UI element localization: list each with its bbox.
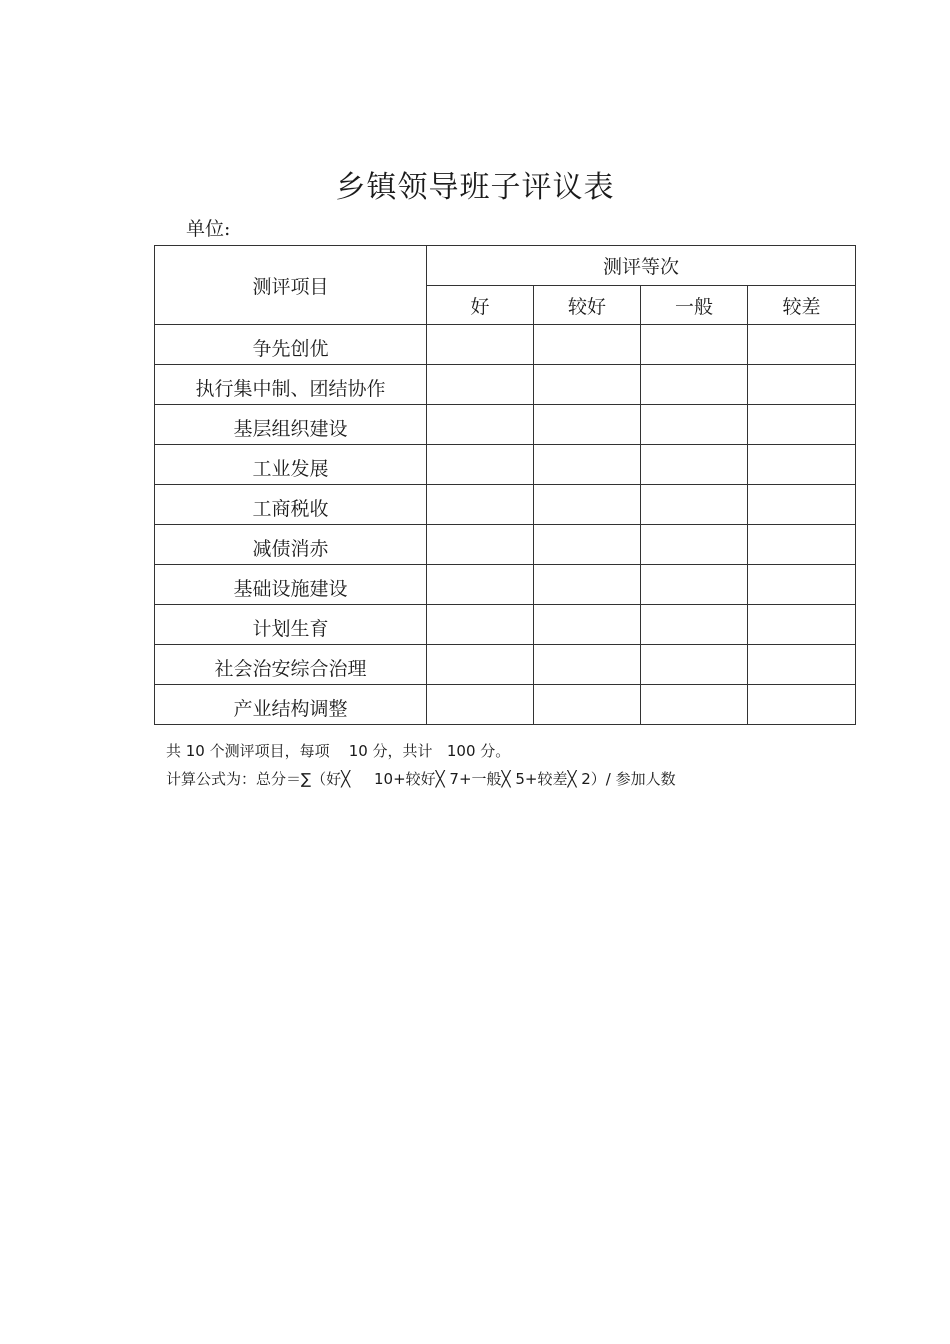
grade-cell[interactable] — [534, 525, 641, 565]
table-row — [155, 445, 856, 485]
grade-cell[interactable] — [534, 365, 641, 405]
table-row — [155, 405, 856, 445]
grade-cell[interactable] — [641, 685, 748, 725]
item-label: 产业结构调整 — [155, 685, 427, 725]
table-row — [155, 645, 856, 685]
item-label: 执行集中制、团结协作 — [155, 365, 427, 405]
grade-cell[interactable] — [534, 405, 641, 445]
grade-cell[interactable] — [641, 445, 748, 485]
scoring-note: 共 10 个测评项目，每项 10 分，共计 100 分。 — [166, 742, 511, 760]
unit-label: 单位: — [186, 218, 231, 240]
grade-cell[interactable] — [534, 445, 641, 485]
grade-cell[interactable] — [534, 485, 641, 525]
item-label: 争先创优 — [155, 325, 427, 365]
grade-cell[interactable] — [748, 645, 856, 685]
grade-cell[interactable] — [641, 605, 748, 645]
grade-cell[interactable] — [427, 685, 534, 725]
grade-cell[interactable] — [427, 605, 534, 645]
grade-cell[interactable] — [427, 525, 534, 565]
item-label: 基础设施建设 — [155, 565, 427, 605]
item-label: 基层组织建设 — [155, 405, 427, 445]
table-row — [155, 685, 856, 725]
grade-cell[interactable] — [641, 325, 748, 365]
grade-cell[interactable] — [534, 325, 641, 365]
grade-good: 好 — [427, 286, 534, 325]
item-label: 社会治安综合治理 — [155, 645, 427, 685]
grade-cell[interactable] — [641, 565, 748, 605]
grade-cell[interactable] — [534, 685, 641, 725]
item-label: 工业发展 — [155, 445, 427, 485]
document-title: 乡镇领导班子评议表 — [335, 170, 615, 205]
grade-cell[interactable] — [748, 405, 856, 445]
item-label: 计划生育 — [155, 605, 427, 645]
grade-cell[interactable] — [748, 565, 856, 605]
item-header: 测评项目 — [155, 246, 427, 325]
grade-poor: 较差 — [748, 286, 856, 325]
table-row — [155, 605, 856, 645]
table-row — [155, 565, 856, 605]
item-label: 减债消赤 — [155, 525, 427, 565]
grade-cell[interactable] — [427, 365, 534, 405]
grade-average: 一般 — [641, 286, 748, 325]
grade-cell[interactable] — [427, 445, 534, 485]
item-label: 工商税收 — [155, 485, 427, 525]
grade-cell[interactable] — [534, 565, 641, 605]
grade-cell[interactable] — [748, 605, 856, 645]
evaluation-table — [154, 245, 856, 725]
grade-cell[interactable] — [748, 365, 856, 405]
grade-cell[interactable] — [534, 605, 641, 645]
grade-cell[interactable] — [641, 645, 748, 685]
grade-header: 测评等次 — [427, 246, 856, 286]
formula-note: 计算公式为：总分＝∑（好╳ 10+较好╳ 7+一般╳ 5+较差╳ 2）/ 参加人数 — [166, 770, 676, 788]
grade-cell[interactable] — [427, 485, 534, 525]
grade-cell[interactable] — [534, 645, 641, 685]
grade-cell[interactable] — [748, 525, 856, 565]
table-row — [155, 325, 856, 365]
grade-cell[interactable] — [641, 365, 748, 405]
table-row — [155, 365, 856, 405]
grade-cell[interactable] — [748, 445, 856, 485]
grade-cell[interactable] — [748, 325, 856, 365]
grade-cell[interactable] — [748, 685, 856, 725]
table-row — [155, 525, 856, 565]
grade-fairly-good: 较好 — [534, 286, 641, 325]
table-row — [155, 485, 856, 525]
grade-cell[interactable] — [427, 405, 534, 445]
grade-cell[interactable] — [748, 485, 856, 525]
grade-cell[interactable] — [641, 485, 748, 525]
grade-cell[interactable] — [641, 525, 748, 565]
grade-cell[interactable] — [427, 565, 534, 605]
grade-cell[interactable] — [427, 645, 534, 685]
grade-cell[interactable] — [641, 405, 748, 445]
grade-cell[interactable] — [427, 325, 534, 365]
